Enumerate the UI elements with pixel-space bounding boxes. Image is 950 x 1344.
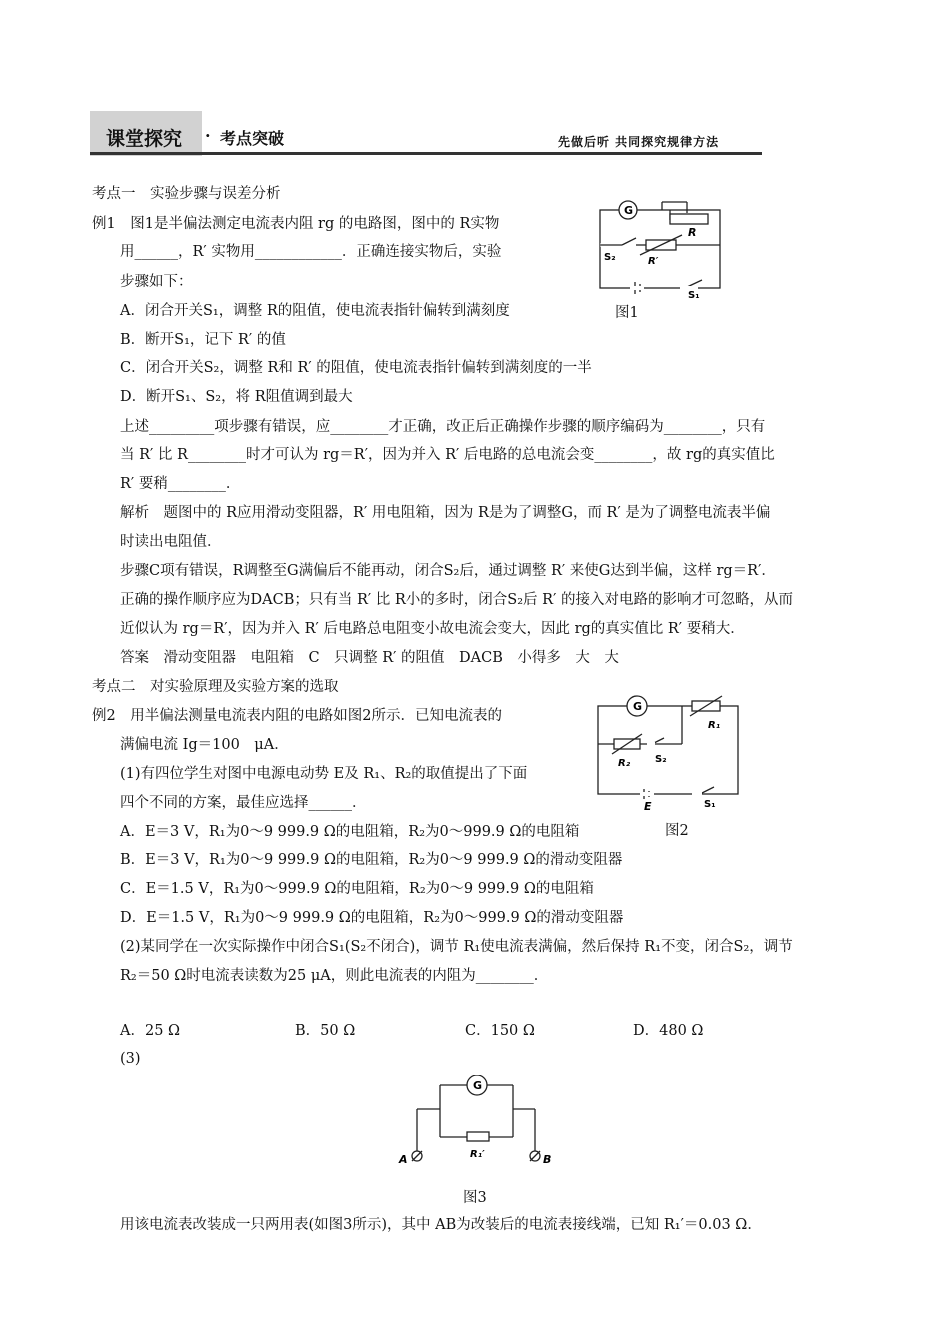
text-line: 步骤如下： — [120, 274, 193, 290]
text-line: D．断开S₁、S₂，将 R阻值调到最大 — [120, 389, 353, 405]
text-line: (2)某同学在一次实际操作中闭合S₁(S₂不闭合)，调节 R₁使电流表满偏，然后保持 R₁不变，闭合S₂，调节 — [120, 939, 793, 955]
text-line: 当 R′ 比 R________时才可认为 rg＝R′，因为并入 R′ 后电路的总电流会变________，故 rg的真实值比 — [120, 447, 775, 463]
fig1-label-g: G — [624, 204, 634, 217]
header-dot: · — [205, 126, 211, 145]
text-line: A．闭合开关S₁，调整 R的阻值，使电流表指针偏转到满刻度 — [120, 303, 510, 319]
choice-c: C．150 Ω — [465, 1023, 535, 1039]
text-line: 步骤C项有错误，R调整至G满偏后不能再动，闭合S₂后，通过调整 R′ 来使G达到半偏，这样 rg＝R′． — [120, 563, 776, 579]
text-line: 用______，R′ 实物用____________．正确连接实物后，实验 — [120, 244, 502, 260]
fig2-label-g: G — [633, 700, 643, 713]
choice-b: B．50 Ω — [295, 1023, 356, 1039]
text-line: 上述_________项步骤有错误，应________才正确，改正后正确操作步骤的顺序编码为________，只有 — [120, 419, 766, 435]
fig2-label-s2: S₂ — [655, 754, 667, 765]
text-line: 满偏电流 Ig＝100 μA． — [120, 737, 289, 753]
text-line: 解析 题图中的 R应用滑动变阻器，R′ 用电阻箱，因为 R是为了调整G，而 R′ 是为了调整电流表半偏 — [120, 505, 771, 521]
text-line: 用该电流表改装成一只两用表(如图3所示)，其中 AB为改装后的电流表接线端，已知 R₁′＝0.03 Ω． — [120, 1217, 762, 1233]
text-line: 时读出电阻值． — [120, 534, 222, 550]
figure-2-circuit — [592, 694, 742, 814]
figure-3-circuit — [395, 1075, 565, 1175]
option-line: D．E＝1.5 V，R₁为0～9 999.9 Ω的电阻箱，R₂为0～999.9 Ω的滑动变阻器 — [120, 910, 624, 926]
fig2-label-r1: R₁ — [708, 720, 721, 731]
text-line: 例2 用半偏法测量电流表内阻的电路如图2所示．已知电流表的 — [92, 708, 502, 724]
figure-3-caption: 图3 — [463, 1190, 487, 1206]
fig1-label-rprime: R′ — [648, 256, 659, 267]
text-line: R′ 要稍________． — [120, 476, 241, 492]
text-line: (1)有四位学生对图中电源电动势 E及 R₁、R₂的取值提出了下面 — [120, 766, 528, 782]
option-line: A．E＝3 V，R₁为0～9 999.9 Ω的电阻箱，R₂为0～999.9 Ω的电阻箱 — [120, 824, 580, 840]
choice-a: A．25 Ω — [120, 1023, 181, 1039]
figure-1-circuit — [590, 200, 730, 300]
fig2-label-e: E — [644, 800, 652, 813]
figure-2-caption: 图2 — [665, 823, 689, 839]
answer-line: 答案 滑动变阻器 电阻箱 C 只调整 R′ 的阻值 DACB 小得多 大 大 — [120, 650, 619, 666]
fig3-label-r1prime: R₁′ — [470, 1149, 485, 1160]
text-line: (3) — [120, 1051, 141, 1067]
text-line: 例1 图1是半偏法测定电流表内阻 rg 的电路图，图中的 R实物 — [92, 216, 500, 232]
text-line: 近似认为 rg＝R′，因为并入 R′ 后电路总电阻变小故电流会变大，因此 rg的真实值比 R′ 要稍大． — [120, 621, 745, 637]
fig1-label-r: R — [688, 226, 697, 239]
header-subtitle: 考点突破 — [220, 129, 285, 148]
fig3-label-b: B — [543, 1153, 552, 1166]
choice-d: D．480 Ω — [633, 1023, 704, 1039]
fig1-label-s2: S₂ — [604, 252, 616, 263]
text-line: 正确的操作顺序应为DACB；只有当 R′ 比 R小的多时，闭合S₂后 R′ 的接入对电路的影响才可忽略，从而 — [120, 592, 793, 608]
header-title: 课堂探究 — [106, 128, 183, 150]
figure-1-caption: 图1 — [615, 305, 639, 321]
header-right: 先做后听 共同探究规律方法 — [558, 135, 720, 149]
text-line: B．断开S₁，记下 R′ 的值 — [120, 332, 286, 348]
text-line: R₂＝50 Ω时电流表读数为25 μA，则此电流表的内阻为________． — [120, 968, 549, 984]
text-line: 四个不同的方案，最佳应选择______． — [120, 795, 367, 811]
section-1-title: 考点一 实验步骤与误差分析 — [92, 186, 281, 202]
fig2-label-s1: S₁ — [704, 799, 716, 810]
text-line: C．闭合开关S₂，调整 R和 R′ 的阻值，使电流表指针偏转到满刻度的一半 — [120, 360, 592, 376]
fig1-label-s1: S₁ — [688, 290, 700, 300]
option-line: C．E＝1.5 V，R₁为0～999.9 Ω的电阻箱，R₂为0～9 999.9 Ω的电阻箱 — [120, 881, 594, 897]
header-rule — [90, 152, 762, 155]
fig3-label-g: G — [473, 1079, 483, 1092]
option-line: B．E＝3 V，R₁为0～9 999.9 Ω的电阻箱，R₂为0～9 999.9 Ω的滑动变阻器 — [120, 852, 623, 868]
fig3-label-a: A — [399, 1153, 408, 1166]
fig2-label-r2: R₂ — [618, 758, 631, 769]
section-2-title: 考点二 对实验原理及实验方案的选取 — [92, 679, 339, 695]
